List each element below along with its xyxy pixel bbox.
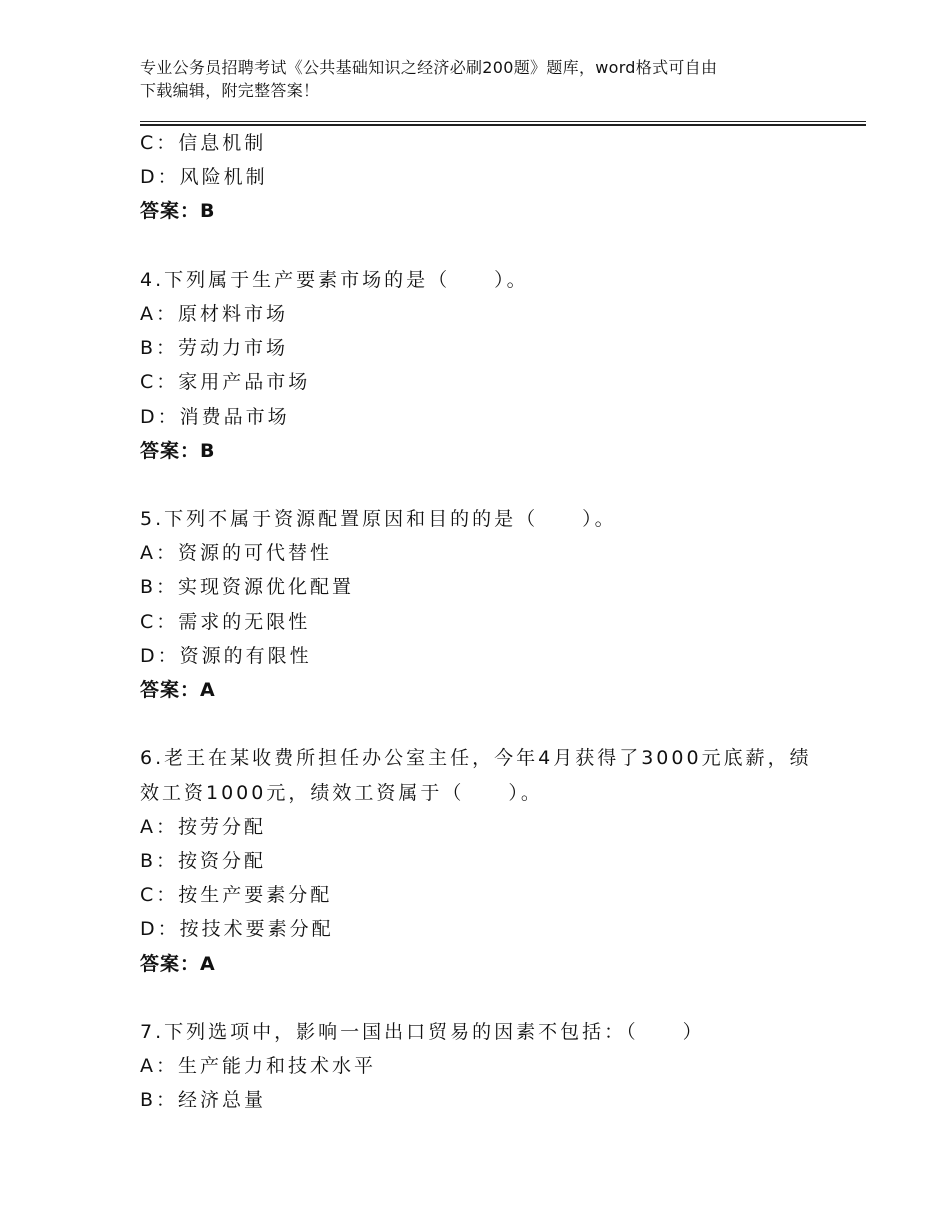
question-4: [140, 263, 840, 468]
spacer: [140, 229, 840, 263]
spacer: [140, 707, 840, 741]
q3-option-c: C：信息机制: [140, 132, 267, 154]
q5-option-b: B：实现资源优化配置: [140, 576, 355, 599]
q4-option-a: A：原材料市场: [140, 302, 288, 325]
q6-option-b: B：按资分配: [140, 849, 267, 872]
q6-question-text-line-1: 6.老王在某收费所担任办公室主任，今年4月获得了3000元底薪，绩: [140, 747, 812, 770]
spacer: [140, 981, 840, 1015]
q5-option-c: C：需求的无限性: [140, 610, 311, 633]
q4-question-text: 4.下列属于生产要素市场的是（ ）。: [140, 268, 529, 291]
page-header: [140, 56, 820, 102]
q6-option-a: A：按劳分配: [140, 815, 266, 838]
q4-option-c: C：家用产品市场: [140, 371, 311, 394]
q4-option-d: D：消费品市场: [140, 405, 290, 428]
header-title-line-1: 专业公务员招聘考试《公共基础知识之经济必刷200题》题库，word格式可自由: [140, 58, 718, 77]
q7-question-text: 7.下列选项中，影响一国出口贸易的因素不包括：（ ）: [140, 1020, 705, 1043]
q5-option-a: A：资源的可代替性: [140, 542, 332, 565]
question-7: [140, 1015, 840, 1118]
question-3: [140, 126, 840, 229]
header-divider-thin: [140, 121, 866, 122]
question-list: [140, 126, 840, 1117]
q6-answer: 答案：A: [140, 952, 216, 975]
q3-option-d: D：风险机制: [140, 166, 268, 189]
q4-option-b: B：劳动力市场: [140, 337, 289, 360]
q7-option-a: A：生产能力和技术水平: [140, 1055, 376, 1078]
q6-question-text-line-2: 效工资1000元，绩效工资属于（ ）。: [140, 781, 543, 804]
header-title-line-2: 下载编辑，附完整答案！: [140, 81, 320, 100]
q5-option-d: D：资源的有限性: [140, 644, 312, 667]
q5-answer: 答案：A: [140, 679, 216, 701]
spacer: [140, 468, 840, 502]
question-6: [140, 741, 840, 980]
q7-option-b: B：经济总量: [140, 1089, 267, 1112]
q4-answer: 答案：B: [140, 439, 216, 462]
q6-option-c: C：按生产要素分配: [140, 884, 333, 907]
q5-question-text: 5.下列不属于资源配置原因和目的的是（ ）。: [140, 508, 617, 531]
q6-option-d: D：按技术要素分配: [140, 918, 334, 941]
question-5: [140, 502, 840, 707]
q3-answer: 答案：B: [140, 200, 216, 223]
